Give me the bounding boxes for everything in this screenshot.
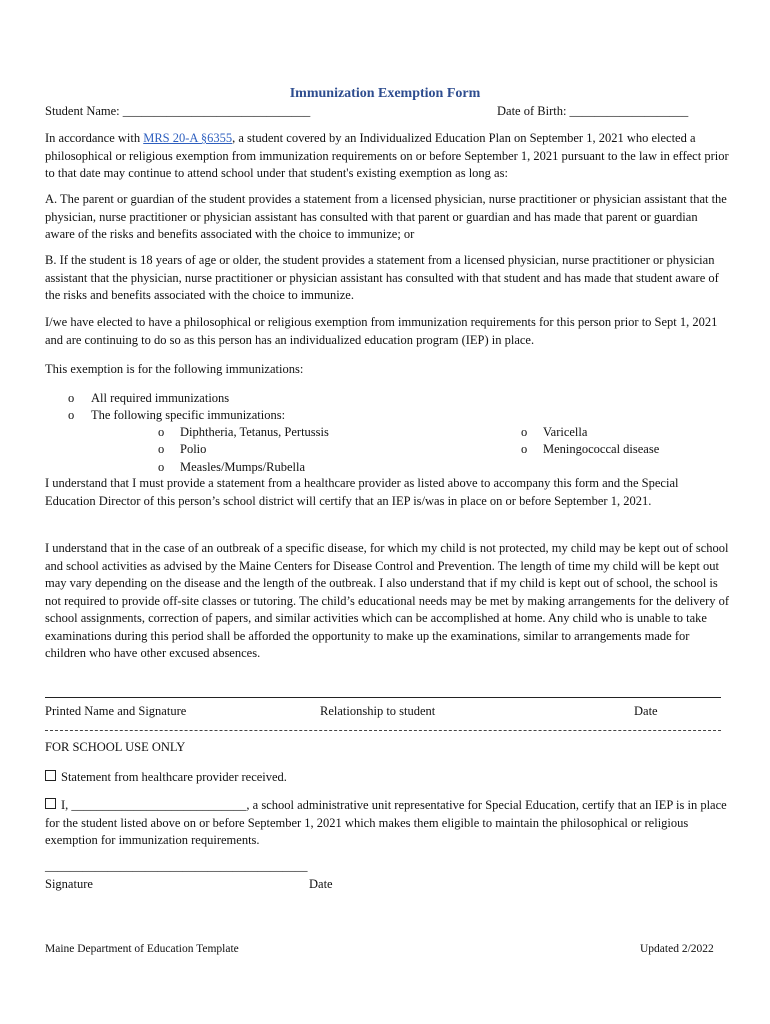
immunization-bullet-icon[interactable]: o bbox=[158, 460, 165, 474]
immunization-meningococcal: Meningococcal disease bbox=[543, 442, 660, 456]
condition-b-paragraph: B. If the student is 18 years of age or older, the student provides a statement from a licensed physician, nurse practitioner or physician assistant that the physician, nurse practitioner or physician assistant has consulted with that student and has made that student aware of the risks and benefits associated with the choice to immunize. bbox=[45, 253, 719, 302]
immunization-dtp: Diphtheria, Tetanus, Pertussis bbox=[180, 425, 329, 439]
footer-updated-label: Updated 2/2022 bbox=[640, 943, 714, 955]
statute-link[interactable]: MRS 20-A §6355 bbox=[143, 131, 233, 145]
page-title: Immunization Exemption Form bbox=[289, 86, 481, 101]
school-use-heading: FOR SCHOOL USE ONLY bbox=[45, 740, 186, 754]
intro-paragraph bbox=[45, 130, 730, 183]
date-of-birth-field[interactable]: Date of Birth: ___________________ bbox=[497, 104, 689, 118]
section-divider bbox=[45, 730, 721, 731]
student-name-field[interactable]: Student Name: ______________________________ bbox=[45, 104, 311, 118]
option-specific: The following specific immunizations: bbox=[91, 408, 286, 422]
certify-label: I, ____________________________, a school administrative unit representative for Special Education, certify that an IEP is in place for the student listed above on or before September 1, 2021 which makes them eligible to maintain the philosophical or religious exemption for immunization requirements. bbox=[45, 798, 727, 847]
relationship-label: Relationship to student bbox=[320, 704, 436, 718]
immunization-bullet-icon[interactable]: o bbox=[521, 442, 528, 456]
intro-post: , a student covered by an Individualized Education Plan on September 1, 2021 who elected a philosophical or religious exemption from immunization requirements on or before September 1, 2021 pursuant to the law in effect prior to that date may continue to attend school under that student's existing exemption as long as: bbox=[45, 131, 729, 180]
condition-a-paragraph: A. The parent or guardian of the student provides a statement from a licensed physician, nurse practitioner or physician assistant that the physician, nurse practitioner or physician assistant has consulted with that parent or guardian and has made that parent or guardian aware of the risks and benefits associated with the choice to immunize; or bbox=[45, 192, 727, 241]
intro-pre: In accordance with bbox=[45, 131, 144, 145]
outbreak-paragraph: I understand that in the case of an outbreak of a specific disease, for which my child is not protected, my child may be kept out of school and school activities as advised by the Maine Centers for Disease Control and Prevention. The length of time my child will be kept out may vary depending on the disease and the length of the outbreak. I also understand that if my child is kept out of school, the school is not required to provide off-site classes or tutoring. The child’s educational needs may be met by making arrangements for the delivery of school assignments, correction of papers, and similar activities which can be accomplished at home. Any child who is unable to take examinations during this period shall be afforded the opportunity to make up the examinations, similar to arrangements made for children who have other excused absences. bbox=[45, 541, 730, 660]
immunization-polio: Polio bbox=[180, 442, 207, 456]
certify-item bbox=[45, 797, 730, 850]
statement-received-checkbox[interactable] bbox=[45, 770, 56, 781]
footer-template-label: Maine Department of Education Template bbox=[45, 943, 239, 955]
option-all-required: All required immunizations bbox=[91, 391, 230, 405]
immunization-bullet-icon[interactable]: o bbox=[158, 442, 165, 456]
immunization-mmr: Measles/Mumps/Rubella bbox=[180, 460, 305, 474]
date-label: Date bbox=[634, 704, 658, 718]
statement-received-item bbox=[45, 769, 287, 787]
immunization-bullet-icon[interactable]: o bbox=[158, 425, 165, 439]
statement-received-label: Statement from healthcare provider received. bbox=[61, 770, 287, 784]
signature-line[interactable] bbox=[45, 697, 721, 698]
printed-name-label: Printed Name and Signature bbox=[45, 704, 187, 718]
elected-paragraph: I/we have elected to have a philosophical or religious exemption from immunization requirements for this person prior to Sept 1, 2021 and are continuing to do so as this person has an individualized education program (IEP) in place. bbox=[45, 315, 718, 347]
school-signature-label: Signature bbox=[45, 877, 93, 891]
immunization-bullet-icon[interactable]: o bbox=[521, 425, 528, 439]
school-signature-line[interactable]: __________________________________________ bbox=[45, 859, 308, 873]
exemption-for-label: This exemption is for the following immunizations: bbox=[45, 362, 304, 376]
school-date-label: Date bbox=[309, 877, 333, 891]
immunization-varicella: Varicella bbox=[543, 425, 588, 439]
option-bullet-icon[interactable]: o bbox=[68, 408, 75, 422]
certify-checkbox[interactable] bbox=[45, 798, 56, 809]
understand-statement-paragraph: I understand that I must provide a statement from a healthcare provider as listed above to accompany this form and the Special Education Director of this person’s school district will certify that an IEP is/was in place on or before September 1, 2021. bbox=[45, 476, 679, 508]
option-bullet-icon[interactable]: o bbox=[68, 391, 75, 405]
